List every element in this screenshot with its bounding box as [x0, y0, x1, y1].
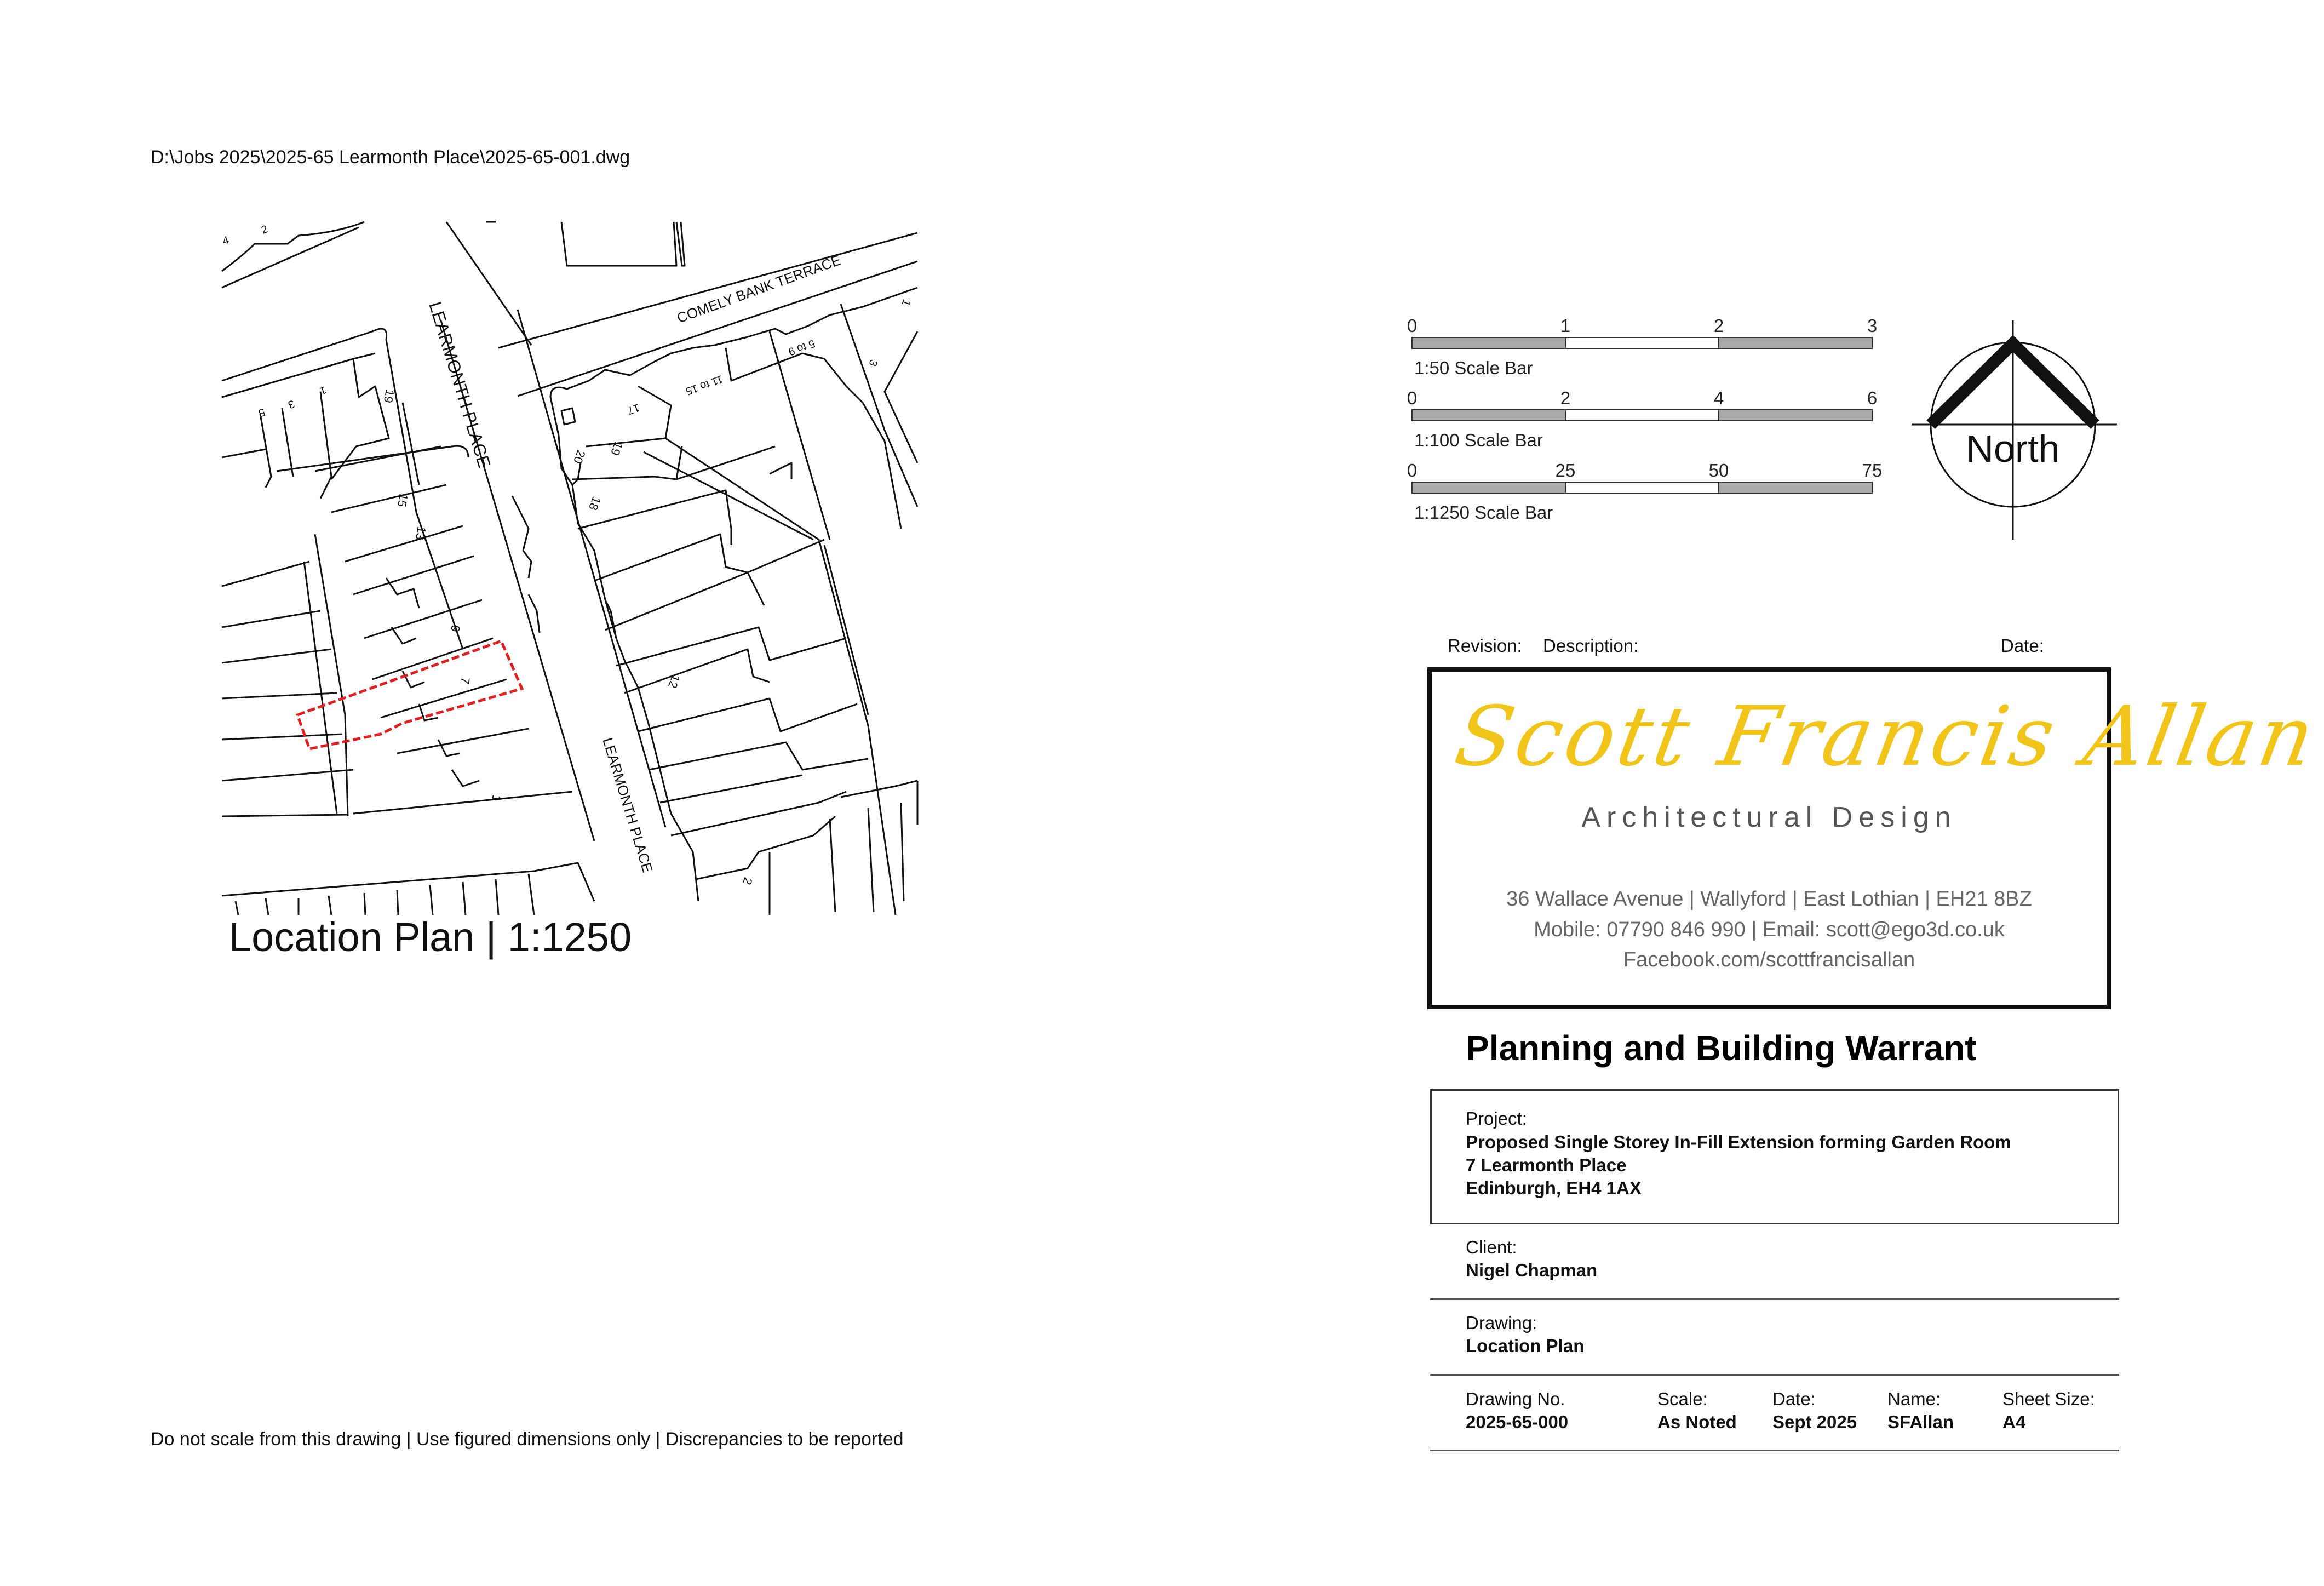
north-label: North: [1966, 427, 2060, 470]
description-label: Description:: [1543, 635, 1639, 656]
divider: [1430, 1374, 2119, 1376]
divider: [1430, 1298, 2119, 1300]
scale-tick: 0: [1407, 316, 1418, 336]
plot-number: 1: [318, 383, 328, 397]
sheet-size-value: A4: [2002, 1412, 2026, 1432]
scale-tick: 0: [1407, 388, 1418, 408]
scale-tick: 3: [1867, 316, 1878, 336]
revision-label: Revision:: [1448, 635, 1522, 656]
plot-number: 7: [457, 676, 473, 685]
footer-note: Do not scale from this drawing | Use figured dimensions only | Discrepancies to be reported: [151, 1429, 904, 1450]
date-value: Sept 2025: [1772, 1412, 1857, 1432]
scale-tick: 2: [1713, 316, 1724, 336]
project-line-1: Proposed Single Storey In-Fill Extension forming Garden Room: [1466, 1132, 2011, 1152]
project-line-3: Edinburgh, EH4 1AX: [1466, 1178, 1642, 1198]
scale-tick: 25: [1555, 460, 1576, 480]
scale-bar-label: 1:100 Scale Bar: [1414, 430, 1543, 450]
client-value: Nigel Chapman: [1466, 1260, 1598, 1280]
drawing-no-value: 2025-65-000: [1466, 1412, 1569, 1432]
scale-tick: 4: [1713, 388, 1724, 408]
plot-number: 17: [626, 401, 641, 417]
plot-number: 5: [256, 405, 267, 419]
company-address: 36 Wallace Avenue | Wallyford | East Lothian | EH21 8BZ: [1506, 888, 2032, 911]
client-label: Client:: [1466, 1237, 1517, 1257]
north-arrow-icon: [1906, 315, 2125, 545]
scale-tick: 50: [1708, 460, 1729, 480]
plot-number: 1: [489, 794, 504, 803]
name-value: SFAllan: [1887, 1412, 1954, 1432]
date-label: Date:: [2001, 635, 2044, 656]
scale-label: Scale:: [1657, 1389, 1708, 1409]
location-plan-caption: Location Plan | 1:1250: [229, 914, 632, 960]
drawing-value: Location Plan: [1466, 1336, 1585, 1356]
company-subtitle: Architectural Design: [1581, 801, 1957, 833]
project-label: Project:: [1466, 1108, 1527, 1129]
scale-tick: 1: [1560, 316, 1571, 336]
plot-number: 20: [570, 448, 588, 466]
plot-number: 11 to 15: [684, 373, 725, 398]
street-label-learmonth-2: LEARMONTH PLACE: [599, 735, 656, 875]
plot-number: 3: [866, 358, 880, 368]
plot-number: 5 to 9: [787, 337, 817, 358]
sheet-size-label: Sheet Size:: [2002, 1389, 2095, 1409]
plot-number: 3: [286, 397, 296, 411]
scale-value: As Noted: [1657, 1412, 1737, 1432]
scale-tick: 75: [1862, 460, 1883, 480]
file-path: D:\Jobs 2025\2025-65 Learmonth Place\2025-65-001.dwg: [151, 147, 630, 168]
company-logo-script: Scott Francis Allan: [1448, 689, 2324, 785]
drawing-no-label: Drawing No.: [1466, 1389, 1565, 1409]
plot-number: 19: [381, 388, 397, 404]
plot-number: 13: [412, 525, 429, 541]
plot-number: 12: [665, 673, 683, 690]
company-facebook: Facebook.com/scottfrancisallan: [1623, 948, 1915, 971]
project-line-2: 7 Learmonth Place: [1466, 1155, 1627, 1175]
plot-number: 18: [586, 495, 604, 512]
scale-bars: [1402, 307, 1950, 542]
plot-number: 1: [899, 297, 913, 308]
scale-bar-label: 1:1250 Scale Bar: [1414, 502, 1553, 523]
plot-number: 2: [740, 875, 755, 887]
scale-tick: 6: [1867, 388, 1878, 408]
street-label-comely-bank: COMELY BANK TERRACE: [674, 251, 843, 327]
site-boundary-outline: [297, 641, 522, 749]
scale-tick: 0: [1407, 460, 1418, 480]
plot-number: 15: [394, 493, 411, 508]
location-plan-map: [222, 222, 917, 915]
scale-bar-label: 1:50 Scale Bar: [1414, 358, 1533, 378]
company-contact: Mobile: 07790 846 990 | Email: scott@ego3d.co.uk: [1534, 918, 2005, 941]
document-title: Planning and Building Warrant: [1466, 1028, 1977, 1068]
drawing-label: Drawing:: [1466, 1313, 1537, 1333]
plot-number: 19: [607, 440, 626, 457]
divider: [1430, 1450, 2119, 1451]
plot-number: 9: [447, 624, 463, 633]
date-field-label: Date:: [1772, 1389, 1816, 1409]
scale-tick: 2: [1560, 388, 1571, 408]
street-label-learmonth-1: LEARMONTH PLACE: [425, 299, 495, 471]
plot-number: 4: [221, 234, 231, 248]
plot-number: 2: [260, 223, 270, 237]
name-label: Name:: [1887, 1389, 1941, 1409]
